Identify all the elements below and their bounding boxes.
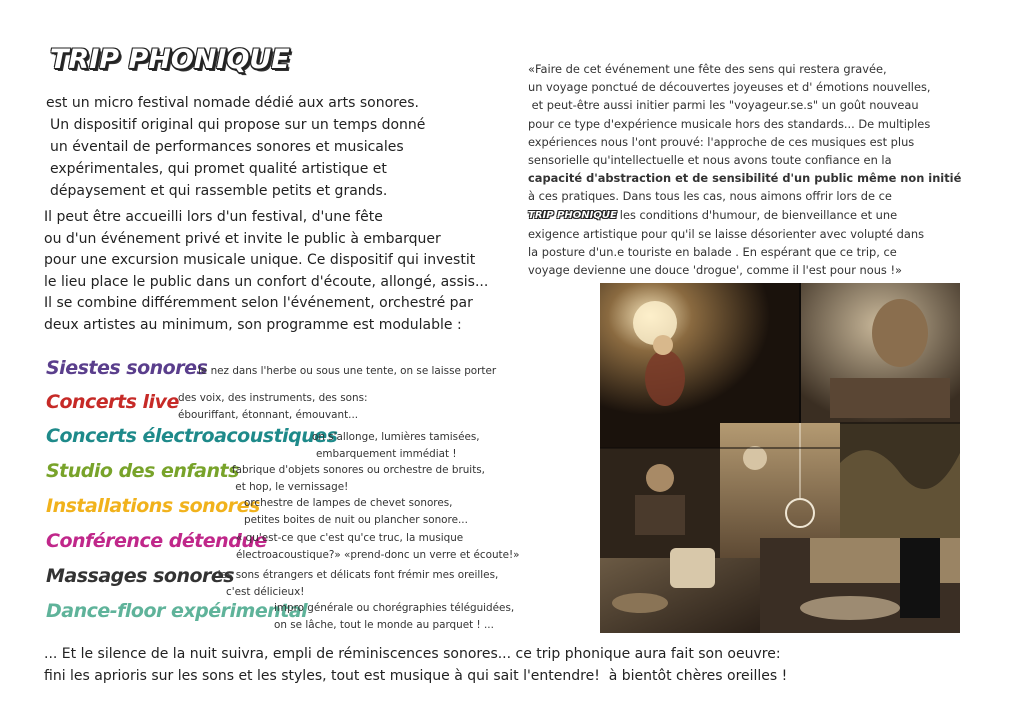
description-line: deux artistes au minimum, son programme est modulable : — [44, 316, 462, 333]
description-line: Il se combine différemment selon l'événement, orchestré par — [44, 295, 473, 311]
program-item-title: Dance-floor expérimental — [46, 600, 308, 622]
trip-phonique-inline-logo: TRIP PHONIQUE — [528, 209, 617, 221]
intro-line: expérimentales, qui promet qualité artistique et — [50, 161, 387, 177]
program-item-desc: « qu'est-ce que c'est qu'ce truc, la musique électroacoustique?» «prend-donc un verre et écoute!» — [236, 532, 520, 561]
intro-line: dépaysement et qui rassemble petits et grands. — [50, 183, 388, 199]
program-item-desc: impro générale ou chorégraphies téléguidées, on se lâche, tout le monde au parquet ! ... — [274, 602, 515, 631]
quote-line: sensorielle qu'intellectuelle et nous avons toute confiance en la — [528, 153, 892, 168]
program-item-title: Siestes sonores — [46, 357, 208, 379]
program-item-title: Installations sonores — [46, 495, 260, 517]
quote-line: les conditions d'humour, de bienveillance et une — [619, 207, 898, 222]
description-line: le lieu place le public dans un confort d'écoute, allongé, assis... — [44, 273, 489, 290]
quote-bold-line: capacité d'abstraction et de sensibilité d'un public même non initié — [528, 171, 962, 186]
description-line: ou d'un événement privé et invite le public à embarquer — [44, 230, 441, 247]
quote-logo-line — [528, 206, 961, 225]
quote-line: pour ce type d'expérience musicale hors des standards... De multiples — [528, 116, 931, 131]
description-line: Il peut être accueilli lors d'un festival, d'une fête — [44, 209, 383, 225]
quote-paragraph — [528, 60, 961, 279]
program-item-title: Concerts électroacoustiques — [46, 425, 338, 447]
intro-line: un éventail de performances sonores et musicales — [50, 139, 404, 155]
closing-paragraph — [44, 643, 787, 687]
quote-line: exigence artistique pour qu'il se laisse désorienter avec volupté dans — [528, 226, 925, 241]
quote-line: «Faire de cet événement une fête des sens qui restera gravée, — [528, 62, 887, 76]
intro-line: Un dispositif original qui propose sur un temps donné — [50, 117, 426, 133]
quote-line: voyage devienne une douce 'drogue', comme il l'est pour nous !» — [528, 263, 903, 278]
intro-line: est un micro festival nomade dédié aux arts sonores. — [46, 95, 419, 111]
closing-line: fini les aprioris sur les sons et les styles, tout est musique à qui sait l'entendre! à bientôt chères oreilles ! — [44, 668, 788, 684]
program-item-desc: orchestre de lampes de chevet sonores, petites boites de nuit ou plancher sonore... — [244, 497, 468, 526]
quote-line: à ces pratiques. Dans tous les cas, nous aimons offrir lors de ce — [528, 189, 892, 204]
photo-collage — [600, 283, 960, 633]
quote-line: expériences nous l'ont prouvé: l'approche de ces musiques est plus — [528, 134, 915, 149]
program-item-desc: fabrique d'objets sonores ou orchestre de bruits, et hop, le vernissage! — [232, 464, 485, 493]
program-item-desc: le nez dans l'herbe ou sous une tente, on se laisse porter — [198, 365, 497, 377]
program-item-title: Massages sonores — [46, 565, 235, 587]
program-item-title: Conférence détendue — [46, 530, 267, 552]
description-line: pour une excursion musicale unique. Ce dispositif qui investit — [44, 252, 476, 268]
intro-paragraph — [46, 92, 425, 202]
closing-line: ... Et le silence de la nuit suivra, empli de réminiscences sonores... ce trip phonique aura fait son oeuvre: — [44, 646, 781, 662]
program-item-desc: des sons étrangers et délicats font frémir mes oreilles, c'est délicieux! — [214, 569, 499, 598]
quote-line: un voyage ponctué de découvertes joyeuses et d' émotions nouvelles, — [528, 80, 931, 95]
program-item-title: Studio des enfants — [46, 460, 239, 482]
trip-phonique-logo: TRIP PHONIQUE — [50, 44, 290, 75]
description-paragraph — [44, 207, 488, 336]
photo-collage-image — [600, 283, 960, 633]
quote-line: la posture d'un.e touriste en balade . En espérant que ce trip, ce — [528, 245, 897, 260]
program-item-title: Concerts live — [46, 391, 179, 413]
program-item-desc: on s'allonge, lumières tamisées, embarquement immédiat ! — [312, 431, 480, 460]
quote-line: et peut-être aussi initier parmi les "voyageur.se.s" un goût nouveau — [528, 98, 919, 113]
program-item-desc: des voix, des instruments, des sons: ébouriffant, étonnant, émouvant... — [178, 392, 368, 421]
